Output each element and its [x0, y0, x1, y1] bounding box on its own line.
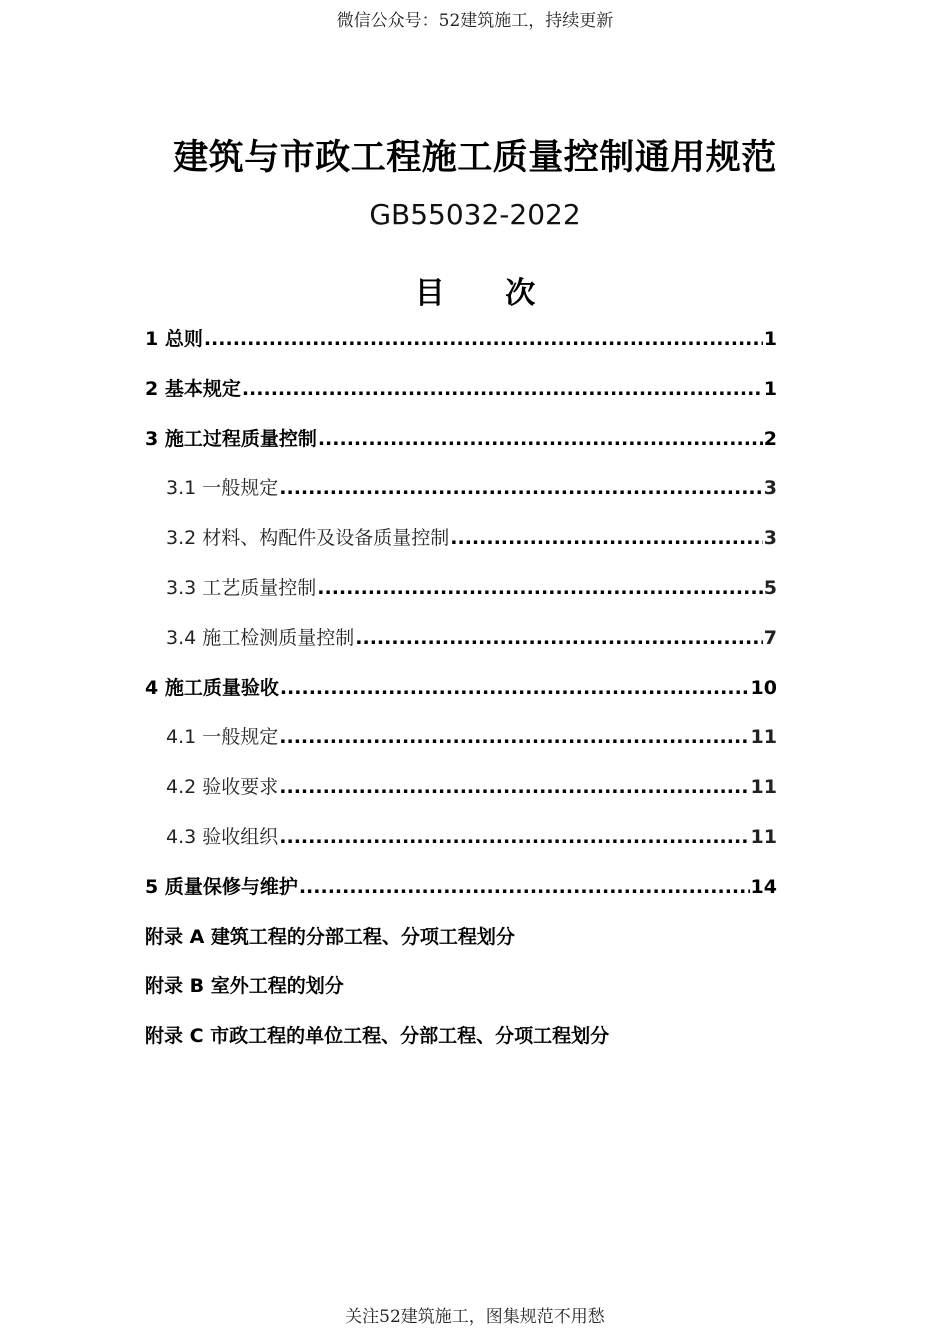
- toc-entry[interactable]: [145, 325, 777, 375]
- toc-entry-page: 10: [750, 676, 777, 699]
- toc-entry[interactable]: [145, 574, 777, 624]
- toc-appendix-entry[interactable]: [145, 1022, 777, 1072]
- table-of-contents: [145, 325, 777, 1072]
- toc-dot-leader: [204, 325, 763, 353]
- toc-entry-page: 2: [763, 427, 777, 450]
- toc-dot-leader: [279, 723, 749, 751]
- toc-entry-label: 3.2 材料、构配件及设备质量控制: [166, 527, 450, 550]
- toc-entry-label: 4.2 验收要求: [166, 776, 279, 799]
- toc-entry-page: 11: [750, 776, 777, 799]
- toc-entry[interactable]: [145, 723, 777, 773]
- toc-dot-leader: [280, 674, 750, 702]
- document-code: GB55032-2022: [369, 198, 581, 231]
- toc-entry-page: 14: [750, 875, 777, 898]
- toc-entry[interactable]: [145, 823, 777, 873]
- toc-entry-page: 3: [763, 527, 777, 550]
- toc-entry-label: 附录 A 建筑工程的分部工程、分项工程划分: [145, 925, 515, 948]
- toc-entry-label: 5 质量保修与维护: [145, 875, 298, 898]
- toc-entry[interactable]: [145, 425, 777, 475]
- toc-entry[interactable]: [145, 375, 777, 425]
- toc-entry-label: 3.1 一般规定: [166, 477, 279, 500]
- toc-dot-leader: [242, 375, 763, 403]
- toc-dot-leader: [355, 624, 763, 652]
- toc-entry[interactable]: [145, 524, 777, 574]
- toc-entry-label: 4.1 一般规定: [166, 726, 279, 749]
- toc-entry-page: 1: [763, 377, 777, 400]
- toc-entry-page: 5: [763, 576, 777, 599]
- toc-dot-leader: [299, 873, 750, 901]
- toc-entry-label: 3.4 施工检测质量控制: [166, 626, 355, 649]
- toc-entry-page: 7: [763, 626, 777, 649]
- toc-dot-leader: [317, 574, 763, 602]
- toc-dot-leader: [450, 524, 763, 552]
- toc-heading: 目 次: [414, 276, 536, 311]
- toc-appendix-entry[interactable]: [145, 972, 777, 1022]
- toc-dot-leader: [279, 474, 763, 502]
- toc-entry-page: 11: [750, 726, 777, 749]
- toc-entry[interactable]: [145, 474, 777, 524]
- toc-entry-label: 2 基本规定: [145, 377, 241, 400]
- toc-appendix-entry[interactable]: [145, 923, 777, 973]
- toc-dot-leader: [279, 823, 749, 851]
- toc-entry[interactable]: [145, 624, 777, 674]
- toc-dot-leader: [318, 425, 763, 453]
- toc-entry-page: 11: [750, 825, 777, 848]
- toc-entry[interactable]: [145, 873, 777, 923]
- toc-entry-label: 4.3 验收组织: [166, 825, 279, 848]
- toc-entry-label: 1 总则: [145, 328, 203, 350]
- watermark-top: 微信公众号：52建筑施工，持续更新: [336, 11, 614, 31]
- toc-entry-label: 附录 B 室外工程的划分: [145, 975, 344, 998]
- toc-entry-label: 4 施工质量验收: [145, 676, 279, 699]
- toc-entry-label: 3.3 工艺质量控制: [166, 576, 317, 599]
- toc-entry-page: 3: [763, 477, 777, 500]
- toc-entry-page: 1: [763, 328, 777, 350]
- toc-entry-label: 附录 C 市政工程的单位工程、分部工程、分项工程划分: [145, 1025, 610, 1048]
- watermark-bottom: 关注52建筑施工，图集规范不用愁: [345, 1307, 605, 1327]
- toc-entry[interactable]: [145, 773, 777, 823]
- document-title: 建筑与市政工程施工质量控制通用规范: [173, 138, 777, 178]
- toc-entry-label: 3 施工过程质量控制: [145, 427, 317, 450]
- toc-entry[interactable]: [145, 674, 777, 724]
- toc-dot-leader: [279, 773, 749, 801]
